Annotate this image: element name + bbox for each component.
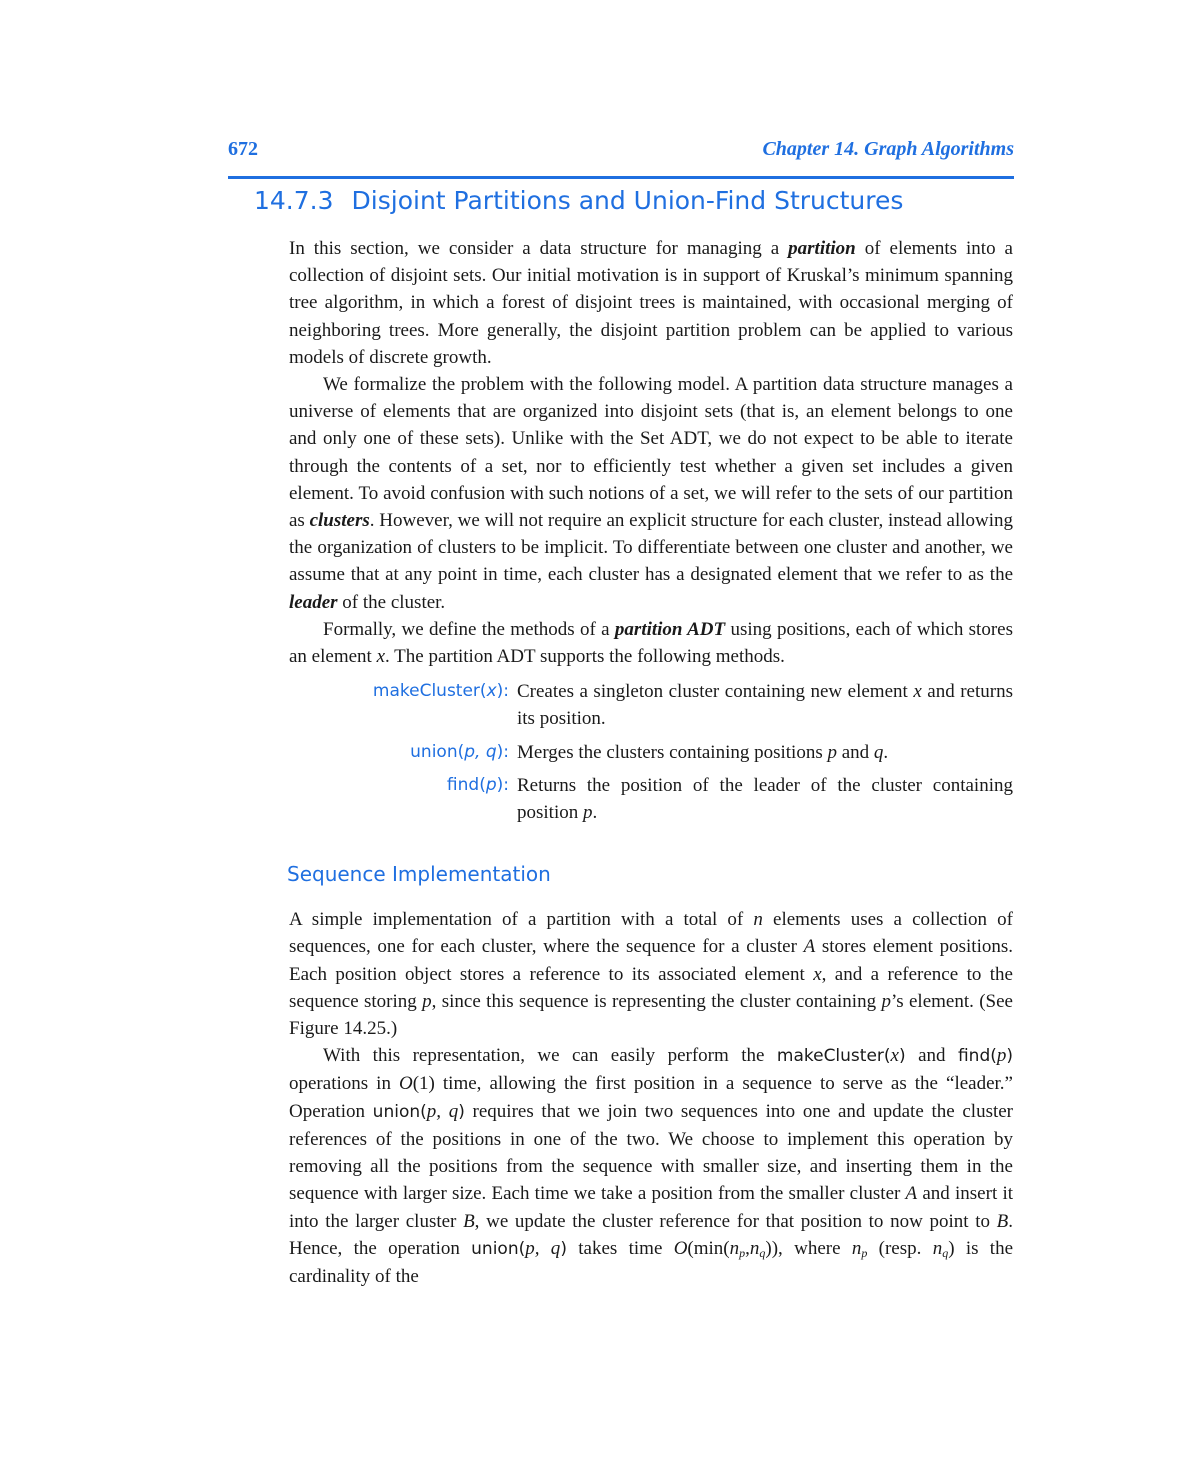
text-run: (resp. [867, 1237, 933, 1259]
method-list [289, 678, 1013, 826]
code-name: union( [471, 1238, 526, 1259]
math-var: x [890, 1045, 899, 1067]
subsection-heading: Sequence Implementation [287, 862, 551, 887]
paragraph-sequence-impl [289, 906, 1013, 1042]
code-name: find( [957, 1046, 997, 1067]
paragraph-intro [289, 235, 1013, 371]
math-var: n [749, 1237, 760, 1259]
math-var: O [398, 1073, 413, 1095]
code-name: makeCluster( [776, 1046, 891, 1067]
paragraph-representation [289, 1042, 1013, 1290]
code-name: ) [1006, 1046, 1014, 1067]
math-var: p [881, 990, 891, 1012]
code-name: ) [458, 1101, 465, 1122]
math-var: q [873, 741, 884, 763]
text-run: using positions, each of which stores an element [289, 618, 1013, 668]
math-subscript: q [759, 1245, 766, 1260]
method-union [289, 739, 1013, 766]
text-run: ) is the cardinality of the [289, 1237, 1014, 1287]
math-var: n [729, 1237, 740, 1259]
text-run: of the cluster. [337, 591, 446, 613]
term-partition: partition [788, 238, 856, 259]
code-name: ) [560, 1238, 567, 1259]
text-run: of elements into a collection of disjoint sets. Our initial motivation is in support of Kruskal’s minimum spanning tree algorithm, in which a forest of disjoint trees is maintained, with occasional merging of neighboring trees. More generally, the disjoint partition problem can be applied to various models of discrete growth. [289, 238, 1013, 368]
text-run: elements uses a collection of sequences, one for each cluster, where the sequence for a cluster [289, 909, 1013, 958]
math-var: A [803, 936, 816, 958]
text-run: With this representation, we can easily perform the [323, 1045, 777, 1067]
text-run: (1) time, allowing the first position in a sequence to serve as the “leader.” Operation [289, 1073, 1013, 1122]
main-content [289, 235, 1013, 1290]
text-run: Formally, we define the methods of a [323, 618, 615, 640]
text-run: . [592, 802, 598, 824]
term-clusters: clusters [309, 510, 370, 532]
math-subscript: p [861, 1245, 868, 1260]
paragraph-formal [289, 616, 1013, 670]
text-run: . However, we will not require an explicit structure for each cluster, instead allowing the organization of clusters to be implicit. To differentiate between one cluster and another, we assume that at any point in time, each cluster has a designated element that we refer to as the [289, 510, 1014, 586]
text-run: , we update the cluster reference for that position to now point to [474, 1210, 997, 1232]
math-var: x [486, 681, 497, 702]
chapter-title: Chapter 14. Graph Algorithms [762, 138, 1014, 160]
math-var: n [851, 1237, 862, 1259]
text-run: union( [410, 741, 465, 762]
text-run: )), where [765, 1237, 852, 1259]
math-var: B [996, 1210, 1009, 1232]
text-run: makeCluster( [372, 681, 487, 702]
math-var: p [582, 802, 593, 824]
method-name [289, 772, 517, 799]
math-var: A [905, 1183, 918, 1205]
term-partition-adt: partition ADT [614, 618, 726, 640]
text-run: find( [446, 774, 486, 795]
math-subscript: p [739, 1245, 746, 1260]
section-title: Disjoint Partitions and Union-Find Structures [351, 186, 904, 215]
text-run: Creates a singleton cluster containing new element [517, 681, 914, 703]
math-var: p, q [464, 741, 497, 762]
math-var: n [932, 1237, 943, 1259]
text-run: Returns the position of the leader of the cluster containing position [517, 774, 1013, 824]
text-run: operations in [289, 1073, 399, 1095]
text-run: . The partition ADT supports the following methods. [385, 646, 785, 668]
code-name: union( [372, 1101, 427, 1122]
method-name [289, 678, 517, 705]
math-var: x [813, 963, 822, 985]
text-run: stores element positions. Each position object stores a reference to its associated element [289, 936, 1013, 985]
text-run: Merges the clusters containing positions [517, 741, 828, 763]
math-var: p [485, 774, 497, 795]
method-description [517, 678, 1013, 732]
text-run: takes time [566, 1237, 674, 1259]
text-run: , [745, 1237, 750, 1259]
text-run: and insert it into the larger cluster [289, 1183, 1013, 1232]
text-run: requires that we join two sequences into one and update the cluster references of the positions in one of the two. We choose to implement this operation by removing all the positions from the sequence with smaller size, and inserting them in the sequence with larger size. Each time we take a position from the smaller cluster [289, 1100, 1014, 1205]
math-subscript: q [942, 1245, 949, 1260]
math-var: O [673, 1237, 688, 1259]
math-var: x [913, 681, 922, 703]
section-number: 14.7.3 [254, 186, 334, 215]
text-run: , and a reference to the sequence storing [289, 963, 1013, 1012]
method-make-cluster [289, 678, 1013, 732]
text-run: In this section, we consider a data structure for managing a [289, 238, 789, 259]
text-run: and returns its position. [517, 681, 1013, 730]
text-run: . [883, 741, 889, 763]
math-var: p [422, 990, 432, 1012]
math-var: B [463, 1210, 475, 1232]
text-run: , since this sequence is representing the cluster containing [431, 990, 882, 1012]
math-var: p, q [426, 1100, 459, 1122]
page-number: 672 [228, 138, 258, 160]
text-run: We formalize the problem with the following model. A partition data structure manages a universe of elements that are organized into disjoint sets (that is, an element belongs to one and only one of these sets). Unlike with the Set ADT, we do not expect to be able to iterate through the contents of a set, nor to efficiently test whether a given set includes a given element. To avoid confusion with such notions of a set, we will refer to the sets of our partition as [289, 374, 1013, 532]
text-run: ’s element. (See Figure 14.25.) [289, 990, 1013, 1040]
text-run: A simple implementation of a partition with a total of [289, 909, 754, 931]
text-run: and [836, 741, 874, 763]
paragraph-model [289, 371, 1013, 616]
math-var: n [753, 909, 763, 931]
code-name: ) [898, 1046, 906, 1067]
text-run: ): [496, 741, 509, 762]
method-name [289, 739, 517, 766]
text-run: and [905, 1045, 958, 1067]
math-var: p [996, 1045, 1007, 1067]
section-heading [254, 186, 903, 215]
text-run: (min( [687, 1237, 730, 1259]
math-var: p, q [525, 1237, 561, 1259]
method-description [517, 739, 1013, 766]
method-description [517, 772, 1013, 826]
term-leader: leader [289, 591, 338, 613]
text-run: ): [496, 681, 509, 702]
math-var: p [827, 741, 837, 763]
spacer [289, 888, 1013, 906]
math-var: x [376, 646, 386, 668]
header-rule [228, 176, 1014, 179]
method-find [289, 772, 1013, 826]
text-run: ): [496, 774, 509, 795]
running-head [228, 138, 1014, 166]
text-run: . Hence, the operation [289, 1210, 1014, 1259]
